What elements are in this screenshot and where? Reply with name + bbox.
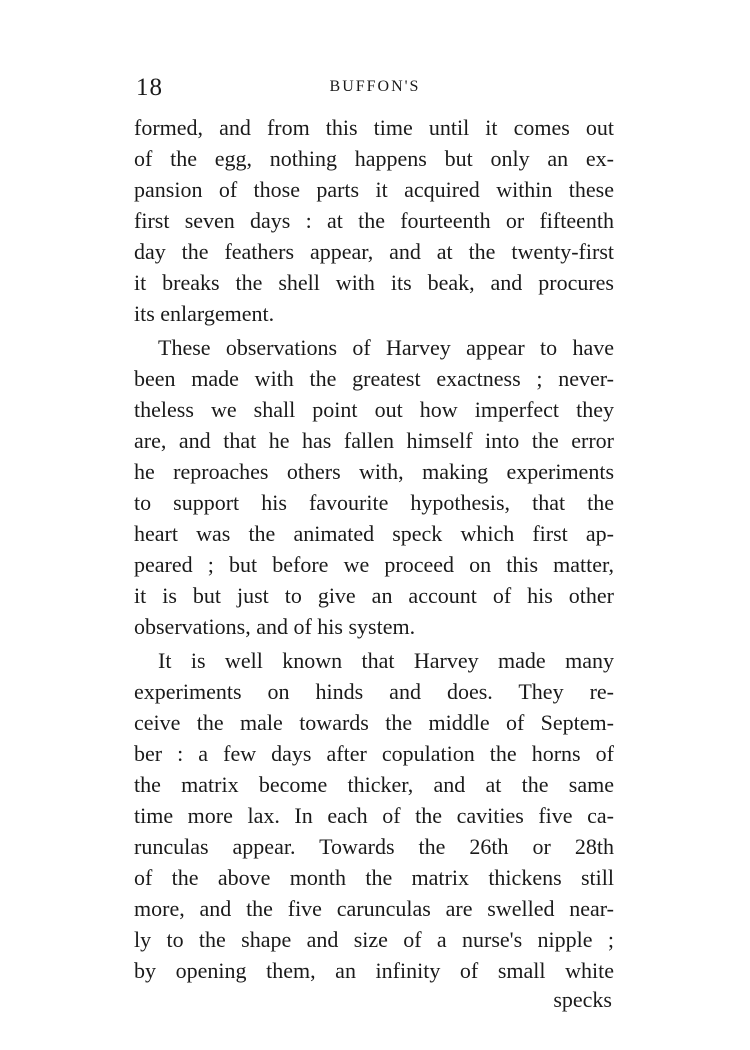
text-line: ceive the male towards the middle of Septem- [134, 710, 614, 735]
text-line: day the feathers appear, and at the twenty-first [134, 239, 614, 264]
text-line: ly to the shape and size of a nurse's nipple ; [134, 927, 614, 952]
text-line: time more lax. In each of the cavities five ca- [134, 803, 614, 828]
page-header [136, 74, 614, 104]
text-line: it is but just to give an account of his other [134, 583, 614, 608]
body-text [134, 112, 614, 986]
text-line: runculas appear. Towards the 26th or 28th [134, 834, 614, 859]
running-head: BUFFON'S [329, 78, 421, 95]
text-line: ber : a few days after copulation the horns of [134, 741, 614, 766]
page-number: 18 [136, 74, 163, 101]
text-line: pansion of those parts it acquired within these [134, 177, 614, 202]
text-line: he reproaches others with, making experiments [134, 459, 614, 484]
text-line: peared ; but before we proceed on this matter, [134, 552, 614, 577]
paragraph [134, 332, 614, 642]
text-line: to support his favourite hypothesis, that the [134, 490, 614, 515]
text-line: its enlargement. [134, 301, 275, 326]
text-line: first seven days : at the fourteenth or fifteenth [134, 208, 614, 233]
text-line: It is well known that Harvey made many [158, 648, 614, 673]
text-line: formed, and from this time until it comes out [134, 115, 614, 140]
text-line: the matrix become thicker, and at the same [134, 772, 614, 797]
text-line: observations, and of his system. [134, 614, 416, 639]
text-line: of the egg, nothing happens but only an ex- [134, 146, 614, 171]
paragraph [134, 112, 614, 329]
text-line: it breaks the shell with its beak, and procures [134, 270, 614, 295]
text-line: are, and that he has fallen himself into the error [134, 428, 614, 453]
text-line: These observations of Harvey appear to have [158, 335, 614, 360]
paragraph [134, 645, 614, 986]
catchword: specks [553, 987, 612, 1012]
text-line: of the above month the matrix thickens still [134, 865, 614, 890]
text-line: been made with the greatest exactness ; never- [134, 366, 614, 391]
text-line: more, and the five carunculas are swelled near- [134, 896, 614, 921]
text-line: theless we shall point out how imperfect they [134, 397, 614, 422]
text-line: by opening them, an infinity of small white [134, 958, 614, 983]
text-line: experiments on hinds and does. They re- [134, 679, 614, 704]
text-line: heart was the animated speck which first ap- [134, 521, 614, 546]
